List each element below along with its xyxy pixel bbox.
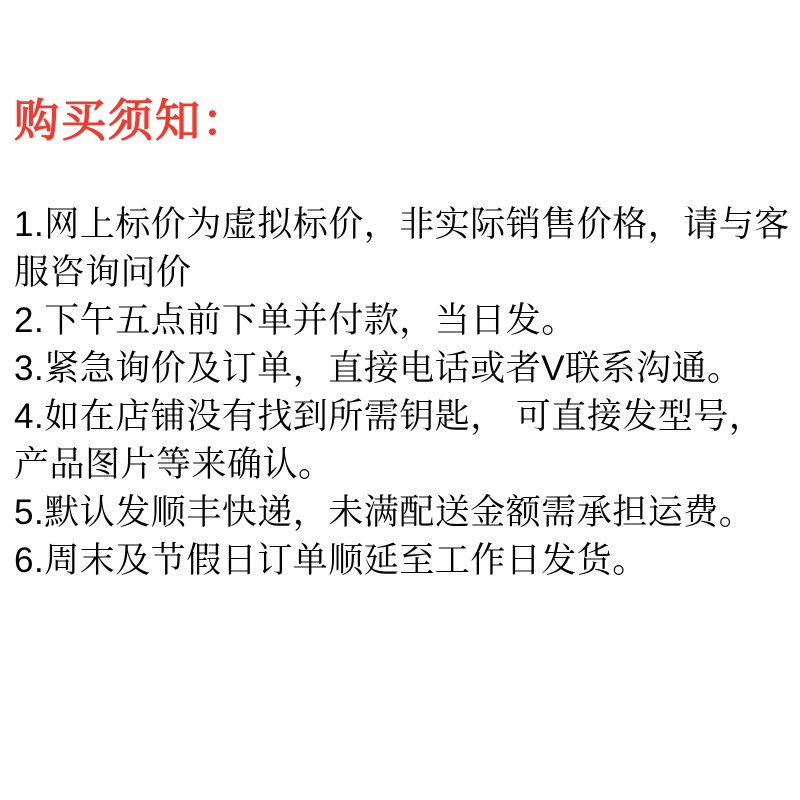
purchase-notice <box>14 93 790 585</box>
notice-line-6: 6.周末及节假日订单顺延至工作日发货。 <box>14 541 648 580</box>
notice-title: 购买须知： <box>14 95 250 146</box>
notice-line-5: 5.默认发顺丰快递，未满配送金额需承担运费。 <box>14 493 755 532</box>
notice-line-1b: 服咨询问价 <box>14 253 192 292</box>
notice-line-2: 2.下午五点前下单并付款，当日发。 <box>14 301 577 340</box>
notice-line-1: 1.网上标价为虚拟标价，非实际销售价格，请与客 <box>14 205 790 244</box>
notice-body <box>14 201 790 585</box>
notice-line-3: 3.紧急询价及订单，直接电话或者V联系沟通。 <box>14 349 743 388</box>
notice-line-4b: 产品图片等来确认。 <box>14 445 334 484</box>
notice-line-4: 4.如在店铺没有找到所需钥匙， 可直接发型号， <box>14 397 765 436</box>
